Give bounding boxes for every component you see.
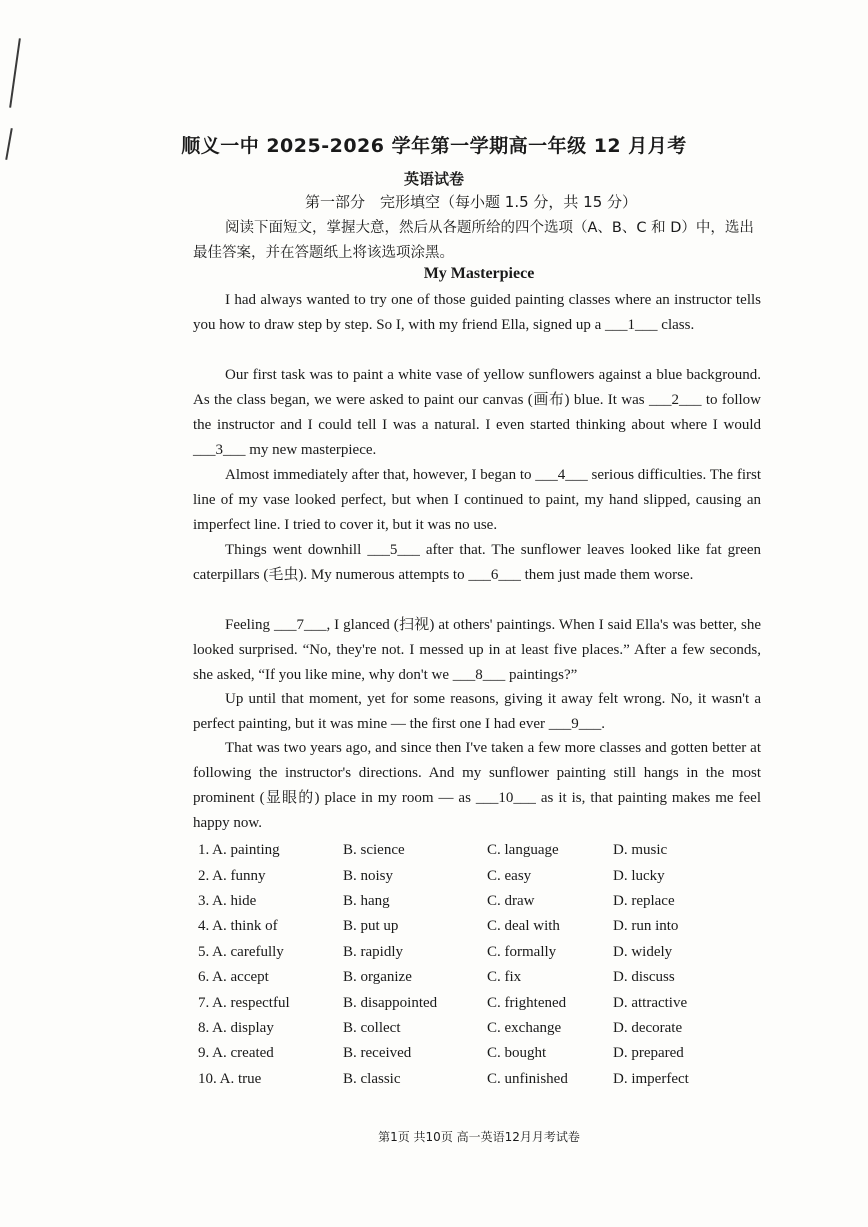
option-a: 7. A. respectful [198, 994, 290, 1011]
option-a: 8. A. display [198, 1019, 274, 1036]
blank: ___8___ [452, 667, 506, 683]
blank: ___10___ [475, 790, 536, 806]
option-a: 1. A. painting [198, 842, 280, 859]
instructions: 阅读下面短文，掌握大意，然后从各题所给的四个选项（A、B、C 和 D）中，选出最佳答案，并在答题纸上将该选项涂黑。 [193, 220, 754, 261]
option-c: C. formally [487, 943, 557, 960]
option-c: C. draw [487, 892, 535, 909]
option-a: 4. A. think of [198, 918, 278, 935]
option-row [198, 914, 718, 939]
option-a: 3. A. hide [198, 892, 257, 909]
option-a: 6. A. accept [198, 969, 269, 986]
page-footer: 第1页 共10页 高一英语12月月考试卷 [378, 1130, 580, 1144]
option-c: C. frightened [487, 994, 567, 1011]
option-b: B. classic [343, 1070, 401, 1087]
option-c: C. language [487, 842, 559, 859]
option-row [198, 889, 718, 914]
option-row [198, 990, 718, 1015]
blank: ___3___ [193, 442, 246, 458]
blank: ___9___ [548, 716, 602, 732]
option-b: B. rapidly [343, 943, 403, 960]
option-d: D. music [613, 842, 668, 859]
option-a: 10. A. true [198, 1070, 262, 1087]
passage-paragraph: Our first task was to paint a white vase of yellow sunflowers against a blue background. As the class began, we were asked to paint our canvas (画布) blue. It was ___2___ to follow the instructor and I could tell I was a natural. I even started thinking about where I would ___3___ my new masterpiece. [193, 367, 761, 458]
option-c: C. fix [487, 969, 522, 986]
exam-title: 顺义一中 2025-2026 学年第一学期高一年级 12 月月考 [181, 135, 687, 157]
answer-options [198, 838, 718, 1092]
passage-paragraph: Things went downhill ___5___ after that. The sunflower leaves looked like fat green caterpillars (毛虫). My numerous attempts to ___6___ them just made them worse. [193, 542, 761, 583]
option-row [198, 863, 718, 888]
blank: ___1___ [605, 317, 658, 333]
passage-paragraph: Up until that moment, yet for some reasons, giving it away felt wrong. No, it wasn't a perfect painting, but it was mine — the first one I had ever ___9___. [193, 691, 761, 732]
option-a: 5. A. carefully [198, 943, 284, 960]
option-c: C. unfinished [487, 1070, 568, 1087]
option-row [198, 1067, 718, 1092]
option-c: C. deal with [487, 918, 560, 935]
option-row [198, 940, 718, 965]
option-d: D. discuss [613, 969, 675, 986]
option-d: D. prepared [613, 1045, 684, 1062]
option-c: C. bought [487, 1045, 547, 1062]
option-row [198, 1041, 718, 1066]
option-row [198, 838, 718, 863]
option-d: D. imperfect [613, 1070, 689, 1087]
blank: ___4___ [535, 467, 588, 483]
option-c: C. exchange [487, 1019, 562, 1036]
scan-edge-mark [9, 38, 21, 108]
passage-paragraph: Almost immediately after that, however, I began to ___4___ serious difficulties. The first line of my vase looked perfect, but when I continued to paint, my hand slipped, causing an imperfect line. I tried to cover it, but it was no use. [193, 467, 761, 533]
passage-paragraph: Feeling ___7___, I glanced (扫视) at others' paintings. When I said Ella's was better, she looked surprised. “No, they're not. I messed up in at least five places.” After a few seconds, she asked, “If you like mine, why don't we ___8___ paintings?” [193, 617, 761, 683]
option-b: B. put up [343, 918, 399, 935]
section-heading: 第一部分 完形填空（每小题 1.5 分，共 15 分） [305, 193, 638, 211]
option-a: 2. A. funny [198, 867, 266, 884]
option-b: B. noisy [343, 867, 394, 884]
option-b: B. disappointed [343, 994, 438, 1011]
option-c: C. easy [487, 867, 532, 884]
passage-paragraph: That was two years ago, and since then I've taken a few more classes and gotten better at following the instructor's directions. And my sunflower painting still hangs in the most prominent (显眼的) place in my room — as ___10___ as it is, that painting makes me feel happy now. [193, 740, 761, 831]
passage-paragraph: I had always wanted to try one of those guided painting classes where an instructor tells you how to draw step by step. So I, with my friend Ella, signed up a ___1___ class. [193, 292, 761, 333]
option-b: B. received [343, 1045, 412, 1062]
option-d: D. lucky [613, 867, 665, 884]
option-b: B. hang [343, 892, 390, 909]
blank: ___5___ [367, 542, 420, 558]
option-b: B. collect [343, 1019, 401, 1036]
blank: ___2___ [648, 392, 702, 408]
option-d: D. attractive [613, 994, 688, 1011]
subject-title: 英语试卷 [403, 170, 464, 188]
passage-title: My Masterpiece [423, 265, 535, 282]
option-b: B. science [343, 842, 405, 859]
option-d: D. run into [613, 918, 679, 935]
option-d: D. decorate [613, 1019, 683, 1036]
option-b: B. organize [343, 969, 412, 986]
option-d: D. widely [613, 943, 673, 960]
option-d: D. replace [613, 892, 675, 909]
option-row [198, 1016, 718, 1041]
option-row [198, 965, 718, 990]
option-a: 9. A. created [198, 1045, 274, 1062]
blank: ___6___ [468, 567, 521, 583]
blank: ___7___ [273, 617, 327, 633]
